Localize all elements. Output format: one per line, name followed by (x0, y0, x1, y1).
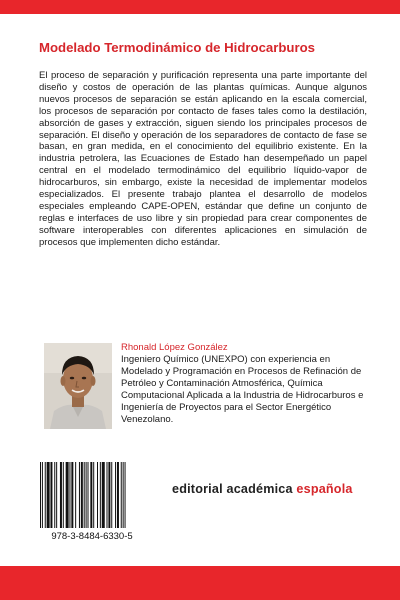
book-description: El proceso de separación y purificación representa una parte importante del diseño y costos de operación de las plantas químicas. Aunque algunos nuevos procesos de separación se están aplicando en la escala comercial, los procesos de separación por contacto de fases tales como la destilación, absorción de gases y extracción, siguen siendo los principales procesos de separación. El diseño y operación de los separadores de contacto de fase se basan, en gran medida, en el conocimiento del equilibrio existente. En la industria petrolera, las Ecuaciones de Estado han desempeñado un papel central en el modelado termodinámico del equilibrio líquido-vapor de hidrocarburos, sin embargo, existe la necesidad de implementar modelos especializados. El presente trabajo plantea el desarrollo de modelos especiales empleando CAPE-OPEN, estándar que define un conjunto de reglas e interfaces de uso libre y sin propiedad para crear componentes de software interoperables con diferentes aplicaciones en simulación de procesos que implementen dicho estándar. (39, 70, 367, 248)
barcode-bars (39, 462, 145, 530)
isbn-number: 978-3-8484-6330-5 (51, 531, 133, 542)
author-bio: Ingeniero Químico (UNEXPO) con experiencia en Modelado y Programación en Procesos de Refinación de Petróleo y Contaminación Atmosférica, Química Computacional Aplicada a la Industria de Hidrocarburos e Ingeniería de Proyectos para el Sector Energético Venezolano. (121, 354, 364, 425)
author-name: Rhonald López González (121, 342, 228, 353)
publisher-name-accent: española (296, 482, 353, 496)
bottom-red-band (0, 566, 400, 600)
publisher-name-main: editorial académica (172, 482, 297, 496)
top-red-band (0, 0, 400, 14)
isbn-barcode (39, 462, 145, 546)
author-portrait-image (44, 343, 112, 429)
publisher-logo (172, 482, 353, 496)
author-photo (44, 343, 112, 429)
book-title: Modelado Termodinámico de Hidrocarburos (39, 40, 315, 55)
